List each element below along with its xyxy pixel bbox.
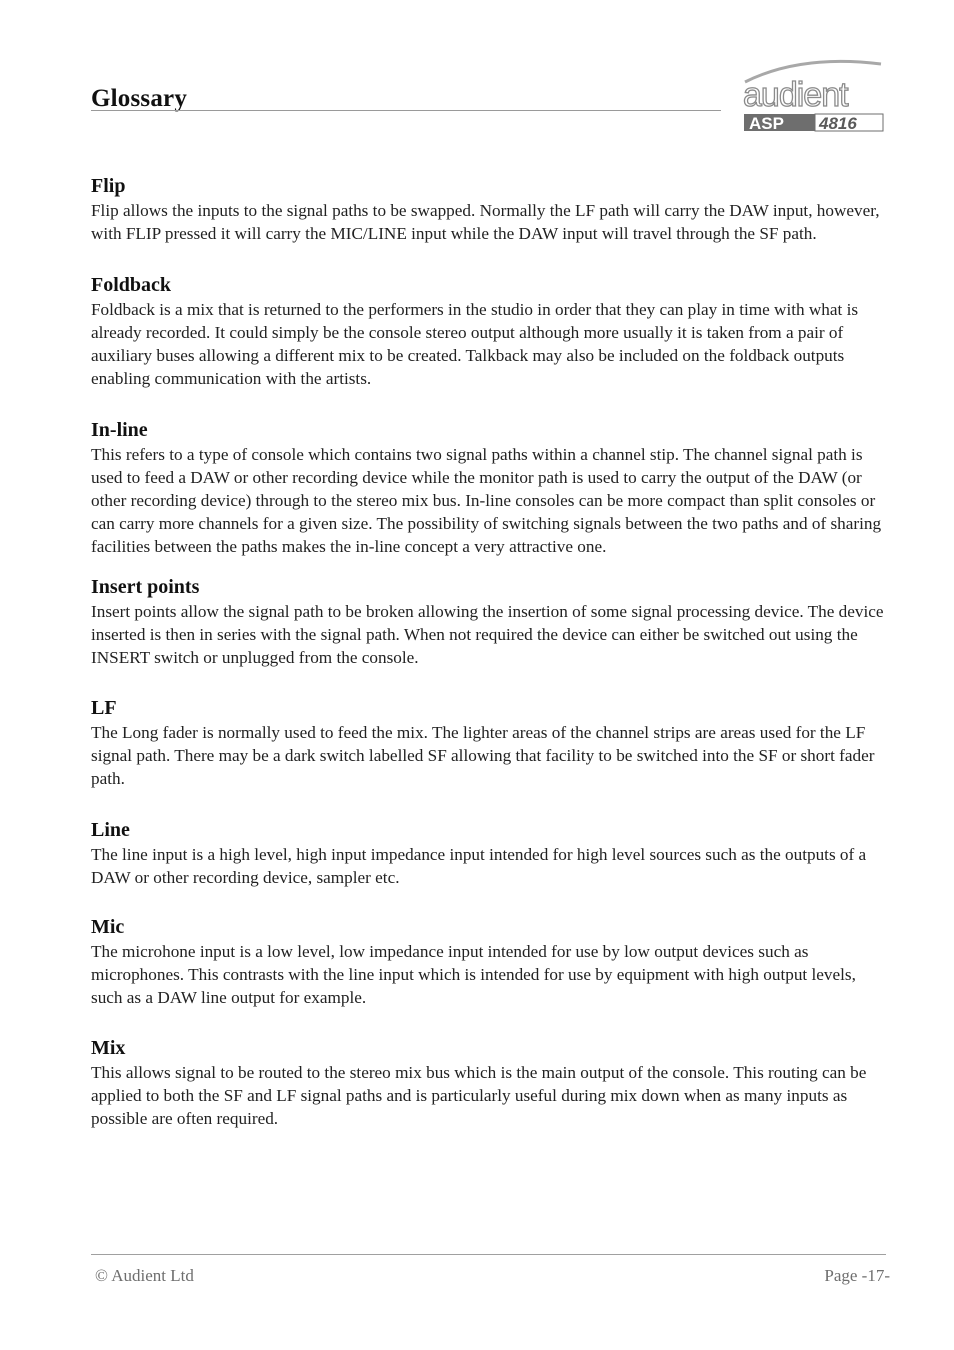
- glossary-entry-flip: [91, 173, 889, 245]
- term-heading: Foldback: [91, 274, 172, 296]
- term-heading: LF: [91, 697, 117, 719]
- glossary-entry-in-line: [91, 417, 889, 558]
- term-heading: Mic: [91, 916, 125, 938]
- footer-divider: [91, 1254, 886, 1255]
- page-header: [91, 58, 886, 138]
- term-heading: Line: [91, 819, 130, 841]
- footer-copyright: © Audient Ltd: [95, 1266, 194, 1285]
- logo-brand-text: audient: [743, 76, 848, 114]
- glossary-entry-insert-points: [91, 574, 889, 669]
- term-definition: Foldback is a mix that is returned to the performers in the studio in order that they can play in time with what is already recorded. It could simply be the console stereo output although more usually it is taken from a pair of auxiliary buses allowing a different mix to be created. Talkback may also be included on the foldback outputs enabling communication with the artists.: [91, 300, 859, 388]
- footer-page-number: Page -17-: [824, 1266, 890, 1285]
- logo-model-prefix: ASP: [749, 114, 784, 133]
- term-definition: The line input is a high level, high input impedance input intended for high level sources such as the outputs of a DAW or other recording device, sampler etc.: [91, 845, 867, 887]
- logo-model-number: 4816: [819, 114, 857, 133]
- glossary-entry-lf: [91, 695, 889, 790]
- glossary-entry-mix: [91, 1035, 889, 1130]
- term-heading: Mix: [91, 1037, 126, 1059]
- term-definition: Insert points allow the signal path to be broken allowing the insertion of some signal processing device. The device inserted is then in series with the signal path. When not required the device can either be switched out using the INSERT switch or unplugged from the console.: [91, 602, 884, 667]
- term-heading: Flip: [91, 175, 126, 197]
- glossary-entry-line: [91, 817, 889, 889]
- term-definition: This refers to a type of console which contains two signal paths within a channel stip. The channel signal path is used to feed a DAW or other recording device while the monitor path is used to carry the output of the DAW (or other recording device) through to the stereo mix bus. In-line consoles can be more compact than split consoles or can carry more channels for a given size. The possibility of switching signals between the two paths and of sharing facilities between the paths makes the in-line concept a very attractive one.: [91, 445, 882, 556]
- term-heading: In-line: [91, 419, 148, 441]
- term-definition: This allows signal to be routed to the stereo mix bus which is the main output of the console. This routing can be applied to both the SF and LF signal paths and is particularly useful during mix down when as many inputs as possible are often required.: [91, 1063, 867, 1128]
- term-definition: Flip allows the inputs to the signal paths to be swapped. Normally the LF path will carry the DAW input, however, with FLIP pressed it will carry the MIC/LINE input while the DAW input will travel through the SF path.: [91, 201, 880, 243]
- page-title: Glossary: [91, 85, 188, 112]
- term-definition: The microhone input is a low level, low impedance input intended for use by low output devices such as microphones. This contrasts with the line input which is intended for use by equipment with high output levels, such as a DAW line output for example.: [91, 942, 856, 1007]
- glossary-list: [91, 173, 889, 1130]
- audient-asp4816-logo: [741, 58, 886, 134]
- term-heading: Insert points: [91, 576, 200, 598]
- title-underline: [91, 110, 721, 111]
- term-definition: The Long fader is normally used to feed the mix. The lighter areas of the channel strips are areas used for the LF signal path. There may be a dark switch labelled SF allowing that facility to be switched into the SF or short fader path.: [91, 723, 875, 788]
- glossary-entry-foldback: [91, 272, 889, 390]
- glossary-entry-mic: [91, 914, 889, 1009]
